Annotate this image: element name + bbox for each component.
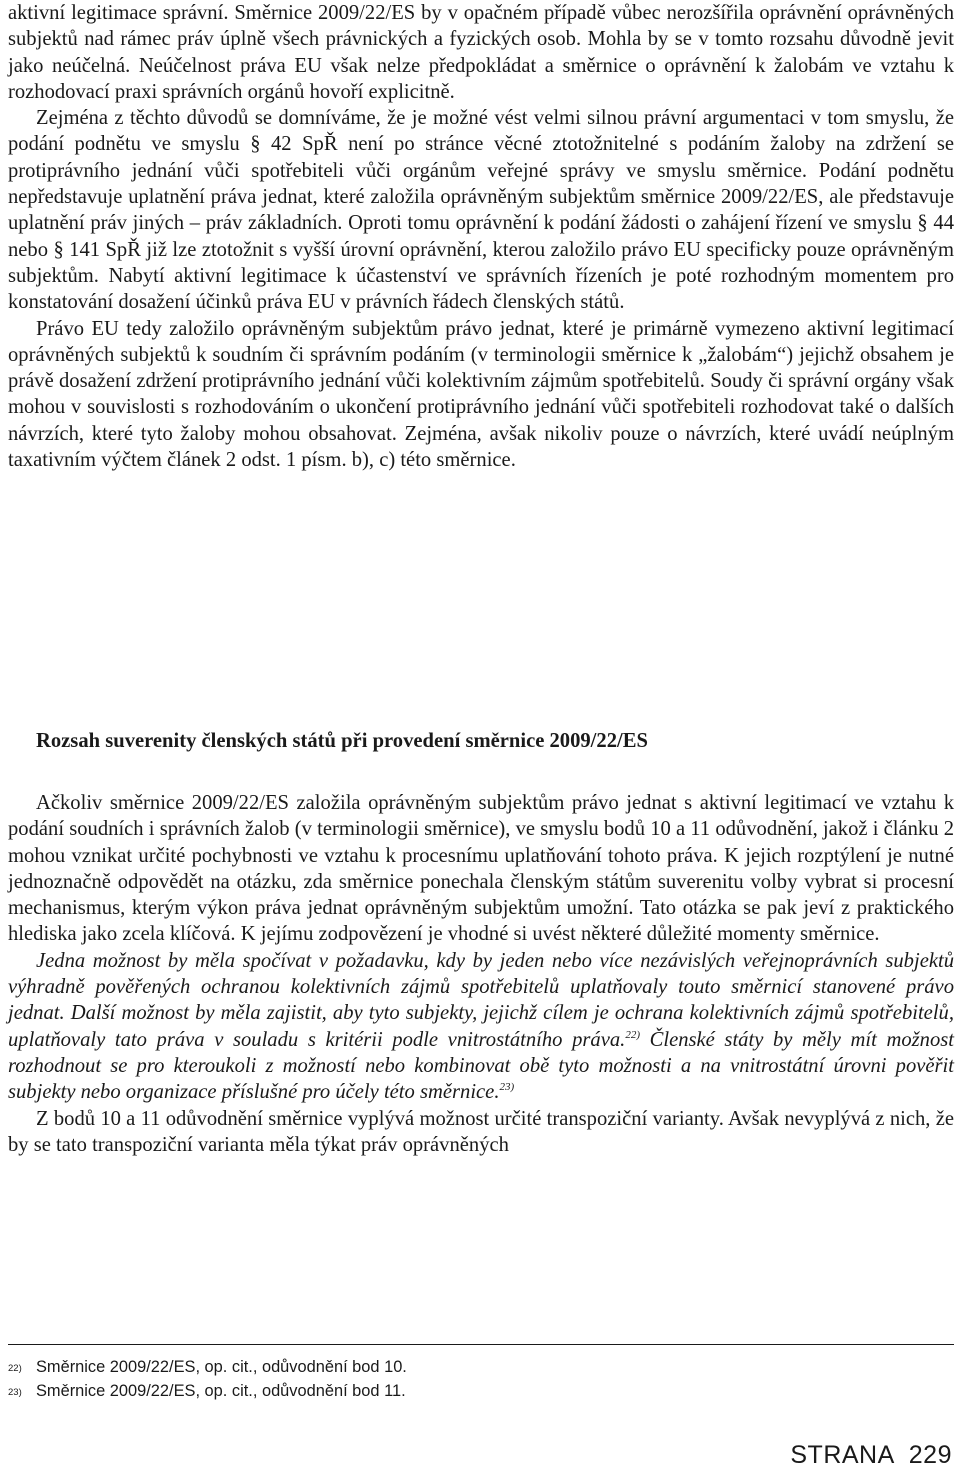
paragraph-eu-law: Právo EU tedy založilo oprávněným subjektům právo jednat, které je primárně vymezeno aktivní legitimací oprávněných subjektů k soudním či správním podáním (v terminologii směrnice k „žalobám“) jejichž obsahem je právě dosažení zdržení protiprávního jednání vůči kolektivním zájmům spotřebitelů. Soudy či správní orgány však mohou v souvislosti s rozhodováním o ukončení protiprávního jednání vůči spotřebiteli rozhodovat také o dalších návrzích, které tyto žaloby mohou obsahovat. Zejména, avšak nikoliv pouze o návrzích, které uvádí neúplným taxativním výčtem článek 2 odst. 1 písm. b), c) této směrnice. xyxy=(8,317,954,472)
footnote-text: Směrnice 2009/22/ES, op. cit., odůvodnění bod 10. xyxy=(36,1358,407,1376)
paragraph-continued: aktivní legitimace správní. Směrnice 2009/22/ES by v opačném případě vůbec nerozšířila oprávnění oprávněných subjektů nad rámec práv úplně všech právnických a fyzických osob. Mohla by se v tomto rozsahu důvodně jevit jako neúčelná. Neúčelnost práva EU však nelze předpokládat a směrnice o oprávnění k žalobám ve vztahu k rozhodovací praxi správních orgánů hovoří explicitně. xyxy=(8,2,954,103)
page-footer xyxy=(790,1440,952,1470)
quote-part-2: Členské státy by měly mít možnost rozhodnout se pro kteroukoli z možností nebo kombinovat obě tyto možnosti a na vnitrostátní úrovni pověřit subjekty nebo organizace příslušné pro účely této směrnice. xyxy=(8,1028,954,1104)
footnote-ref-23[interactable]: 23) xyxy=(499,1081,515,1094)
footnote-22 xyxy=(8,1356,954,1380)
footnote-23 xyxy=(8,1380,954,1404)
page-number: 229 xyxy=(908,1441,952,1469)
quote-directive xyxy=(8,948,954,1106)
footnote-mark: 22) xyxy=(8,1363,22,1374)
quote-part-1: Jedna možnost by měla spočívat v požadavku, kdy by jeden nebo více nezávislých veřejnoprávních subjektů výhradně pověřených ochranou kolektivních zájmů spotřebitelů uplatňovaly touto směrnicí stanovené právo jednat. Další možnost by měla zajistit, aby tyto subjekty, jejichž cílem je ochrana kolektivních zájmů spotřebitelů, uplatňovaly tato práva v souladu s kritérii podle vnitrostátního práva. xyxy=(8,949,954,1051)
footnote-ref-22[interactable]: 22) xyxy=(625,1028,640,1041)
footnotes xyxy=(8,1356,954,1404)
body-text-bottom xyxy=(8,790,954,1158)
paragraph-argument: Zejména z těchto důvodů se domníváme, že je možné vést velmi silnou právní argumentaci v tom smyslu, že podání podnětu ve smyslu § 42 SpŘ není po stránce věcné ztotožnitelné s podáním žaloby na zdržení se protiprávního jednání vůči spotřebiteli vůči orgánům veřejné správy ve smyslu směrnice. Podání podnětu nepředstavuje uplatnění práva jednat, které založila oprávněným subjektům směrnice 2009/22/ES, ale představuje uplatnění práv jiných – práv základních. Oproti tomu oprávnění k podání žádosti o zahájení řízení ve smyslu § 44 nebo § 141 SpŘ již lze ztotožnit s vyšší úrovní oprávnění, kterou založilo právo EU specificky pouze oprávněným subjektům. Nabytí aktivní legitimace k účastenství ve správních řízeních je poté rozhodným momentem pro konstatování dosažení účinků práva EU v právních řádech členských států. xyxy=(8,107,954,314)
paragraph-transposition: Z bodů 10 a 11 odůvodnění směrnice vyplývá možnost určité transpoziční varianty. Avšak nevyplývá z nich, že by se tato transpoziční varianta měla týkat práv oprávněných xyxy=(8,1107,954,1156)
footnote-text: Směrnice 2009/22/ES, op. cit., odůvodnění bod 11. xyxy=(36,1382,406,1400)
body-text-top xyxy=(8,0,954,473)
footnote-mark: 23) xyxy=(8,1387,22,1398)
footnote-divider xyxy=(8,1344,954,1345)
section-heading: Rozsah suverenity členských států při provedení směrnice 2009/22/ES xyxy=(36,730,648,752)
paragraph-sovereignty: Ačkoliv směrnice 2009/22/ES založila oprávněným subjektům právo jednat s aktivní legitimací ve vztahu k podání soudních i správních žalob (v terminologii směrnice), ve smyslu bodů 10 a 11 odůvodnění, jakož i článku 2 mohou vznikat určité pochybnosti ve vztahu k procesnímu uplatňování tohoto práva. K jejich rozptýlení je nutné jednoznačně odpovědět na otázku, zda směrnice ponechala členským státům suverenitu volby vybrat si procesní mechanismus, kterým výkon práva jednat oprávněným subjektům umožní. Tato otázka se pak jeví z praktického hlediska jako zcela klíčová. K jejímu zodpovězení je vhodné si uvést některé důležité momenty směrnice. xyxy=(8,792,954,946)
page-label: STRANA xyxy=(790,1441,895,1469)
